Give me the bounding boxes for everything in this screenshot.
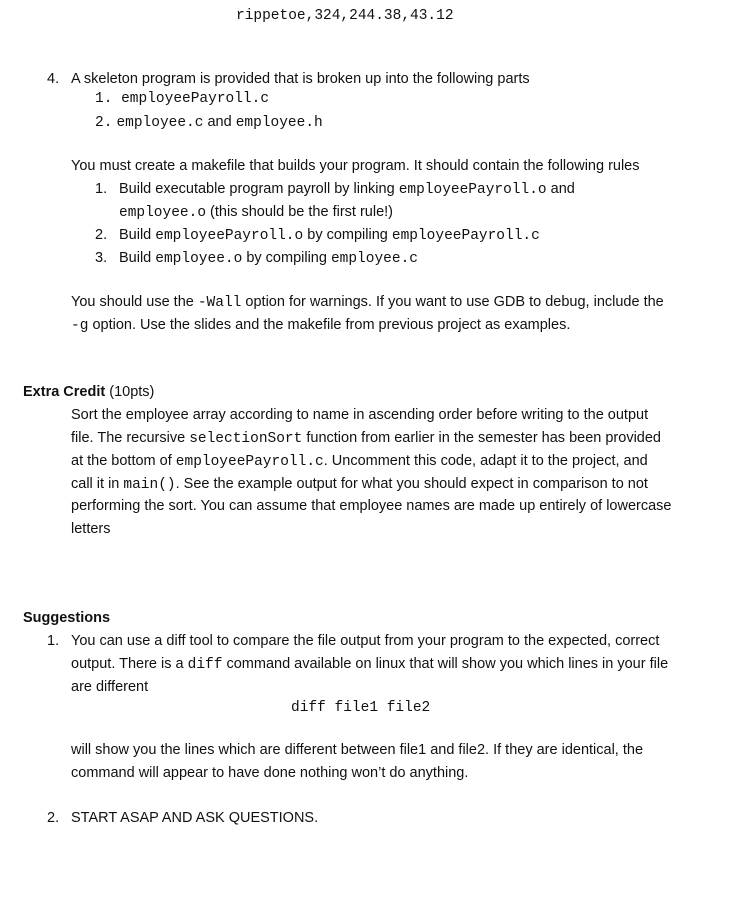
suggestion-1-number: 1. bbox=[47, 633, 60, 649]
code-fragment: employeePayroll.c bbox=[175, 454, 324, 470]
code-fragment: employee.o bbox=[155, 251, 243, 267]
rule-1-number: 1. bbox=[95, 181, 108, 197]
suggestion-1-line-2 bbox=[71, 655, 668, 674]
code-fragment: diff bbox=[187, 657, 223, 673]
paragraph-text: output. There is a bbox=[71, 656, 184, 672]
code-fragment: employee.c bbox=[330, 251, 418, 267]
extra-credit-line-2 bbox=[71, 429, 661, 448]
section-title: Extra Credit bbox=[23, 384, 106, 400]
file-name: employee.c bbox=[116, 115, 204, 131]
item-number: 4. bbox=[47, 71, 60, 87]
part-number: 1. bbox=[95, 91, 113, 107]
makefile-intro: You must create a makefile that builds your program. It should contain the following rules bbox=[71, 158, 640, 174]
rule-text: by compiling bbox=[246, 250, 327, 266]
extra-credit-heading bbox=[23, 383, 154, 401]
paragraph-text: option for warnings. If you want to use GDB to debug, include the bbox=[245, 294, 664, 310]
code-fragment: employeePayroll.o bbox=[398, 182, 547, 198]
extra-credit-line-5: performing the sort. You can assume that employee names are made up entirely of lowercase bbox=[71, 498, 672, 514]
rule-text: Build executable program payroll by linking bbox=[119, 181, 395, 197]
rule-text: by compiling bbox=[307, 227, 388, 243]
part-2 bbox=[95, 113, 323, 132]
rule-3-number: 3. bbox=[95, 250, 108, 266]
file-name: employeePayroll.c bbox=[121, 91, 270, 107]
paragraph-text: command available on linux that will show you which lines in your file bbox=[226, 656, 669, 672]
wall-paragraph-line-2 bbox=[71, 316, 570, 335]
suggestions-heading: Suggestions bbox=[23, 610, 111, 626]
conjunction: and bbox=[207, 114, 232, 130]
wall-paragraph-line-1 bbox=[71, 293, 664, 312]
code-fragment: employee.o bbox=[119, 205, 207, 221]
rule-text: Build bbox=[119, 227, 152, 243]
suggestion-1-line-4: will show you the lines which are different between file1 and file2. If they are identical, the bbox=[71, 742, 644, 758]
extra-credit-line-4 bbox=[71, 475, 648, 494]
item4-intro: A skeleton program is provided that is broken up into the following parts bbox=[71, 71, 530, 87]
rule-1-line-2 bbox=[119, 203, 393, 222]
code-fragment: main() bbox=[123, 477, 176, 493]
rule-text: and bbox=[550, 181, 575, 197]
paragraph-text: function from earlier in the semester has been provided bbox=[306, 430, 661, 446]
extra-credit-line-3 bbox=[71, 452, 648, 471]
paragraph-text: option. Use the slides and the makefile from previous project as examples. bbox=[92, 317, 571, 333]
code-fragment: -Wall bbox=[197, 295, 242, 311]
paragraph-text: call it in bbox=[71, 476, 120, 492]
part-1 bbox=[95, 90, 269, 108]
suggestion-1-line-3: are different bbox=[71, 679, 149, 695]
file-name: employee.h bbox=[235, 115, 323, 131]
suggestion-2-number: 2. bbox=[47, 810, 60, 826]
part-number: 2. bbox=[95, 115, 113, 131]
code-fragment: selectionSort bbox=[189, 431, 303, 447]
code-fragment: employeePayroll.c bbox=[391, 228, 540, 244]
paragraph-text: . See the example output for what you should expect in comparison to not bbox=[175, 476, 648, 492]
rule-1-line-1 bbox=[119, 180, 575, 199]
suggestion-1-line-5: command will appear to have done nothing won’t do anything. bbox=[71, 765, 469, 781]
rule-text: Build bbox=[119, 250, 152, 266]
paragraph-text: file. The recursive bbox=[71, 430, 186, 446]
extra-credit-line-6: letters bbox=[71, 521, 111, 537]
paragraph-text: at the bottom of bbox=[71, 453, 172, 469]
diff-command: diff file1 file2 bbox=[291, 700, 431, 716]
paragraph-text: You should use the bbox=[71, 294, 194, 310]
rule-2-number: 2. bbox=[95, 227, 108, 243]
suggestion-2-text: START ASAP AND ASK QUESTIONS. bbox=[71, 810, 319, 826]
rule-3 bbox=[119, 249, 418, 268]
points-label: (10pts) bbox=[109, 384, 155, 400]
extra-credit-line-1: Sort the employee array according to name in ascending order before writing to the output bbox=[71, 407, 649, 423]
rule-text: (this should be the first rule!) bbox=[210, 204, 393, 220]
rule-2 bbox=[119, 226, 540, 245]
paragraph-text: . Uncomment this code, adapt it to the project, and bbox=[323, 453, 648, 469]
csv-output-line: rippetoe,324,244.38,43.12 bbox=[236, 8, 454, 24]
code-fragment: employeePayroll.o bbox=[155, 228, 304, 244]
suggestion-1-line-1: You can use a diff tool to compare the file output from your program to the expected, correct bbox=[71, 633, 660, 649]
code-fragment: -g bbox=[71, 318, 89, 334]
